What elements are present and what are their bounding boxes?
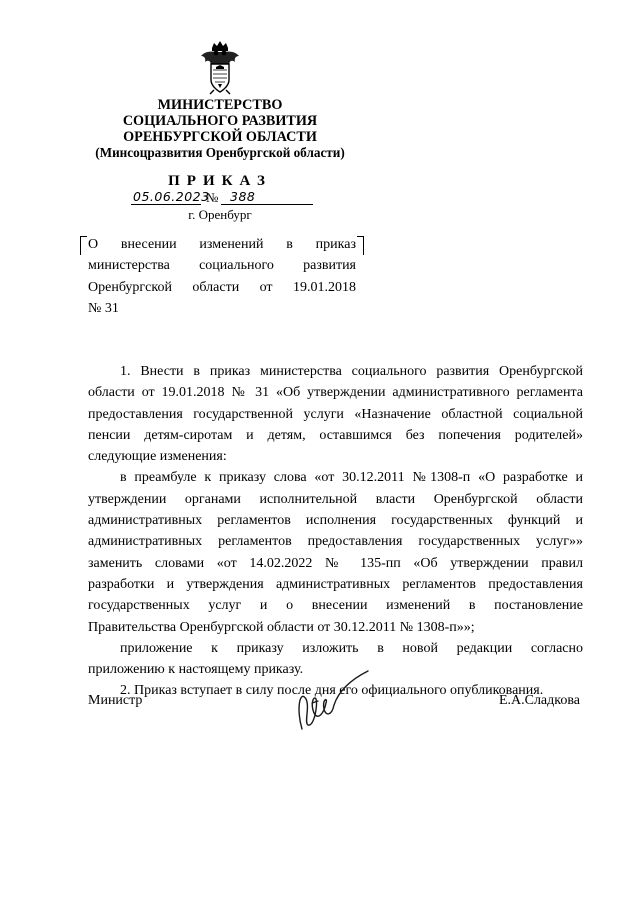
- document-subject: [88, 234, 356, 319]
- document-body: [88, 361, 583, 702]
- subject-bracket-left: [80, 236, 87, 255]
- signature-block: [88, 693, 580, 733]
- document-number: 388: [230, 189, 256, 204]
- paragraph-1: [88, 361, 583, 467]
- body-line: предоставления государственной услуги «Назначение областной социальной: [88, 406, 583, 422]
- subject-bracket-right: [357, 236, 364, 255]
- subject-line: № 31: [88, 300, 119, 316]
- paragraph-2: [88, 467, 583, 637]
- body-line: административных регламентов предоставления государственных услуг»»: [88, 534, 583, 550]
- body-line: пенсии детям-сиротам и детям, оставшимся без попечения родителей»: [88, 427, 583, 443]
- body-line: следующие изменения:: [88, 449, 227, 465]
- body-line: приложению к настоящему приказу.: [88, 662, 304, 678]
- ministry-name-line1: МИНИСТЕРСТВО: [157, 97, 283, 113]
- coat-of-arms-icon: [196, 40, 244, 96]
- document-date: 05.06.2023: [133, 189, 210, 204]
- body-line: в преамбуле к приказу слова «от 30.12.2011 №1308-п «О разработке и: [120, 470, 583, 486]
- handwritten-signature: [288, 669, 378, 733]
- number-label: №: [206, 190, 219, 205]
- ministry-name-line2: СОЦИАЛЬНОГО РАЗВИТИЯ: [122, 113, 318, 129]
- subject-line: О внесении изменений в приказ: [88, 237, 356, 252]
- body-line: разработки и утверждения административных регламентов предоставления: [88, 576, 583, 592]
- ministry-short-name: (Минсоцразвития Оренбургской области): [95, 145, 345, 160]
- signatory-title: Министр: [88, 693, 143, 708]
- date-underline: [131, 204, 201, 205]
- ministry-header: [80, 97, 360, 161]
- body-line: утверждении органами исполнительной власти Оренбургской области: [88, 491, 583, 507]
- document-city: г. Оренбург: [188, 207, 252, 222]
- ministry-name-line3: ОРЕНБУРГСКОЙ ОБЛАСТИ: [123, 129, 317, 145]
- body-line: 2. Приказ вступает в силу после дня его официального опубликования.: [120, 683, 544, 699]
- body-line: приложение к приказу изложить в новой редакции согласно: [120, 640, 583, 656]
- number-underline: [221, 204, 313, 205]
- subject-line: министерства социального развития: [88, 258, 356, 274]
- body-line: заменить словами «от 14.02.2022 № 135-пп «Об утверждении правил: [88, 555, 583, 571]
- body-line: 1. Внести в приказ министерства социального развития Оренбургской: [120, 364, 583, 379]
- document-date-number: [127, 189, 327, 207]
- body-line: области от 19.01.2018 № 31 «Об утверждении административного регламента: [88, 385, 583, 401]
- body-line: Правительства Оренбургской области от 30.12.2011 № 1308-п»»;: [88, 619, 475, 635]
- body-line: государственных услуг и о внесении изменений в постановление: [88, 598, 583, 614]
- signatory-name: Е.А.Сладкова: [498, 693, 580, 708]
- subject-line: Оренбургской области от 19.01.2018: [88, 279, 356, 295]
- document-type-title: ПРИКАЗ: [168, 173, 272, 189]
- body-line: административных регламентов исполнения государственных функций и: [88, 513, 583, 529]
